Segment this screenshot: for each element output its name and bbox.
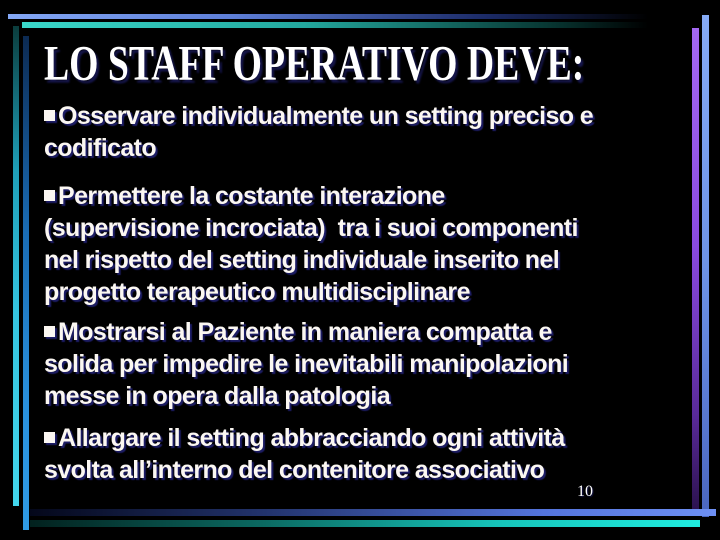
bullet-text: Permettere la costante interazione <box>58 182 445 210</box>
bullet-line: codificato <box>44 134 157 162</box>
bullet-text: Allargare il setting abbracciando ogni attività <box>58 424 565 452</box>
bullet-text: Mostrarsi al Paziente in maniera compatta e <box>58 318 552 346</box>
bullet-item <box>44 316 568 412</box>
left-border-cyan-stripe <box>13 26 19 506</box>
bullet-text: Osservare individualmente un setting preciso e <box>58 102 594 130</box>
bullet-line <box>44 180 578 212</box>
square-bullet-icon <box>44 190 55 201</box>
bullet-line: svolta all’interno del contenitore associativo <box>44 456 545 484</box>
bullet-line: messe in opera dalla patologia <box>44 382 391 410</box>
slide-title: LO STAFF OPERATIVO DEVE: <box>44 35 585 91</box>
bullet-line <box>44 422 565 454</box>
page-number: 10 <box>577 483 593 500</box>
bullet-item <box>44 180 578 308</box>
bottom-border-blue-line <box>30 509 716 516</box>
top-border-blue-line <box>8 14 648 19</box>
right-border-purple-stripe <box>692 28 699 510</box>
bullet-item <box>44 100 593 164</box>
square-bullet-icon <box>44 432 55 443</box>
bullet-line <box>44 316 568 348</box>
bullet-line: (supervisione incrociata) tra i suoi componenti <box>44 214 578 242</box>
bullet-line: progetto terapeutico multidisciplinare <box>44 278 470 306</box>
left-border-blue-stripe <box>23 36 29 530</box>
bottom-border-cyan-line <box>30 520 700 527</box>
square-bullet-icon <box>44 326 55 337</box>
bullet-item <box>44 422 565 486</box>
bullet-line <box>44 100 593 132</box>
bullet-line: solida per impedire le inevitabili manipolazioni <box>44 350 569 378</box>
right-border-blue-stripe <box>702 15 709 517</box>
top-border-cyan-line <box>22 22 648 28</box>
bullet-line: nel rispetto del setting individuale inserito nel <box>44 246 560 274</box>
square-bullet-icon <box>44 110 55 121</box>
